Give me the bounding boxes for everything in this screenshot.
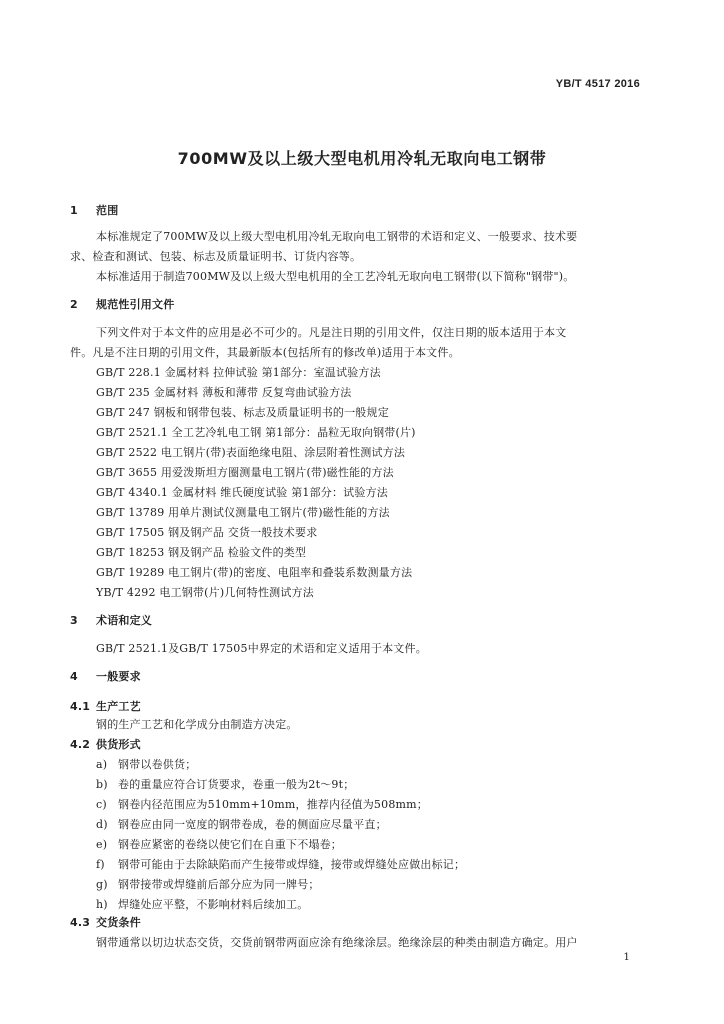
section-number: 2 [70, 298, 78, 311]
reference-item: GB/T 4340.1 金属材料 维氏硬度试验 第1部分：试验方法 [96, 486, 388, 499]
section-4-heading [70, 668, 141, 684]
section-3-heading [70, 612, 152, 628]
section-4-1-heading [70, 698, 141, 714]
list-item [96, 876, 320, 892]
section-title: 范围 [96, 204, 119, 217]
list-item-label: f) [96, 858, 105, 871]
list-item-text: 钢卷内径范围应为510mm+10mm，推荐内径值为508mm； [118, 798, 428, 811]
section-number: 4 [70, 670, 78, 683]
section-number: 1 [70, 204, 78, 217]
section-4-1-text: 钢的生产工艺和化学成分由制造方决定。 [96, 718, 298, 731]
section-2-heading [70, 296, 174, 312]
list-item [96, 776, 354, 792]
list-item [96, 856, 465, 872]
list-item [96, 816, 387, 832]
section-title: 生产工艺 [96, 700, 141, 713]
section-2-intro-line-1: 下列文件对于本文件的应用是必不可少的。凡是注日期的引用文件，仅注日期的版本适用于本文 [96, 326, 567, 339]
section-4-2-heading [70, 736, 141, 752]
section-number: 4.2 [70, 738, 91, 751]
list-item-text: 钢带可能由于去除缺陷而产生接带或焊缝，接带或焊缝处应做出标记； [118, 858, 466, 871]
section-3-text: GB/T 2521.1及GB/T 17505中界定的术语和定义适用于本文件。 [96, 642, 427, 655]
reference-item: GB/T 18253 钢及钢产品 检验文件的类型 [96, 546, 307, 559]
reference-item: GB/T 19289 电工钢片(带)的密度、电阻率和叠装系数测量方法 [96, 566, 413, 579]
section-4-3-heading [70, 914, 141, 930]
section-number: 4.3 [70, 916, 91, 929]
reference-item: GB/T 2522 电工钢片(带)表面绝缘电阻、涂层附着性测试方法 [96, 446, 406, 459]
list-item-text: 钢带以卷供货； [118, 758, 197, 771]
section-title: 一般要求 [96, 670, 141, 683]
reference-item: GB/T 2521.1 全工艺冷轧电工钢 第1部分：晶粒无取向钢带(片) [96, 426, 416, 439]
page-number: 1 [623, 952, 630, 963]
list-item-label: d) [96, 818, 108, 831]
reference-item: GB/T 247 钢板和钢带包装、标志及质量证明书的一般规定 [96, 406, 389, 419]
section-1-paragraph-1-line-2: 求、检查和测试、包装、标志及质量证明书、订货内容等。 [70, 250, 362, 263]
list-item-text: 焊缝处应平整，不影响材料后续加工。 [118, 898, 309, 911]
document-title: 700MW及以上级大型电机用冷轧无取向电工钢带 [177, 149, 547, 168]
section-title: 供货形式 [96, 738, 141, 751]
section-title: 交货条件 [96, 916, 141, 929]
reference-item: GB/T 228.1 金属材料 拉伸试验 第1部分：室温试验方法 [96, 366, 381, 379]
section-number: 3 [70, 614, 78, 627]
reference-item: GB/T 3655 用爱泼斯坦方圈测量电工钢片(带)磁性能的方法 [96, 466, 394, 479]
section-title: 规范性引用文件 [96, 298, 175, 311]
list-item [96, 796, 428, 812]
list-item [96, 836, 342, 852]
list-item [96, 896, 308, 912]
list-item-text: 钢卷应紧密的卷绕以使它们在自重下不塌卷； [118, 838, 342, 851]
list-item-label: g) [96, 878, 108, 891]
section-1-paragraph-1-line-1: 本标准规定了700MW及以上级大型电机用冷轧无取向电工钢带的术语和定义、一般要求、技术要 [96, 230, 578, 243]
reference-item: GB/T 13789 用单片测试仪测量电工钢片(带)磁性能的方法 [96, 506, 390, 519]
list-item [96, 756, 196, 772]
section-title: 术语和定义 [96, 614, 152, 627]
list-item-text: 钢卷应由同一宽度的钢带卷成，卷的侧面应尽量平直； [118, 818, 387, 831]
section-2-intro-line-2: 件。凡是不注日期的引用文件，其最新版本(包括所有的修改单)适用于本文件。 [70, 346, 460, 359]
list-item-label: e) [96, 838, 108, 851]
section-1-heading [70, 202, 118, 218]
list-item-label: a) [96, 758, 108, 771]
list-item-text: 卷的重量应符合订货要求，卷重一般为2t～9t； [118, 778, 355, 791]
list-item-text: 钢带接带或焊缝前后部分应为同一牌号； [118, 878, 320, 891]
list-item-label: c) [96, 798, 107, 811]
list-item-label: b) [96, 778, 108, 791]
standard-number: YB/T 4517 2016 [555, 78, 640, 90]
section-4-3-text: 钢带通常以切边状态交货，交货前钢带两面应涂有绝缘涂层。绝缘涂层的种类由制造方确定。用户 [96, 936, 578, 949]
reference-item: GB/T 17505 钢及钢产品 交货一般技术要求 [96, 526, 318, 539]
section-number: 4.1 [70, 700, 91, 713]
reference-item: GB/T 235 金属材料 薄板和薄带 反复弯曲试验方法 [96, 386, 352, 399]
section-1-paragraph-2: 本标准适用于制造700MW及以上级大型电机用的全工艺冷轧无取向电工钢带(以下简称"钢带")。 [96, 270, 575, 283]
list-item-label: h) [96, 898, 108, 911]
reference-item: YB/T 4292 电工钢带(片)几何特性测试方法 [96, 586, 314, 599]
